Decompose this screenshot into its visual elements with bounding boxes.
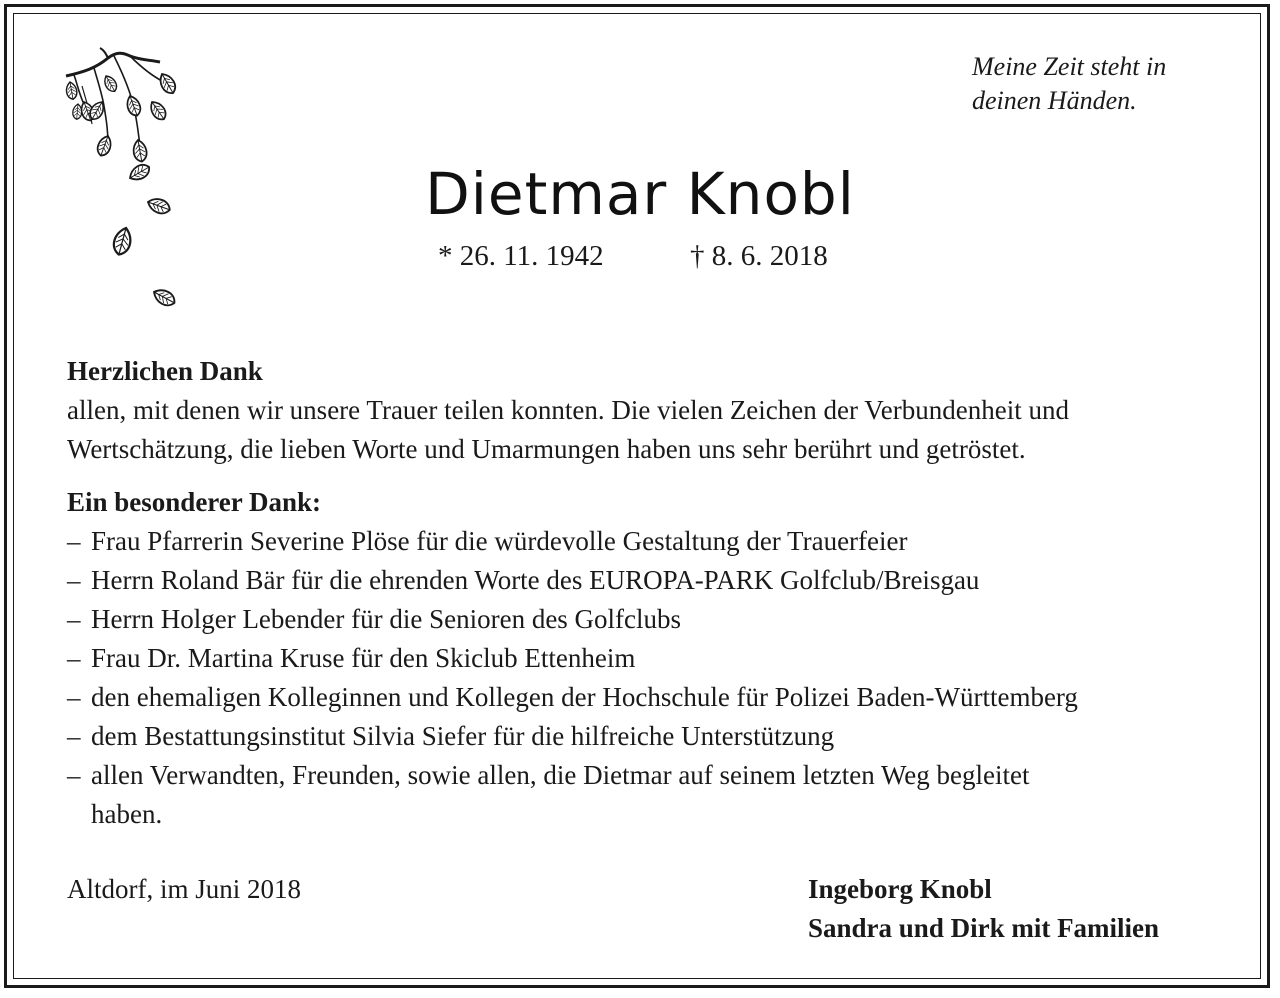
signer-2: Sandra und Dirk mit Familien [808,913,1160,943]
list-item [67,600,1227,639]
thanks-text-line-1: allen, mit denen wir unsere Trauer teilen konnten. Die vielen Zeichen der Verbundenheit und [67,395,1069,425]
dash-marker: – [67,565,81,595]
dash-marker: – [67,604,81,634]
signer-1: Ingeborg Knobl [808,874,992,904]
list-item-text: Frau Dr. Martina Kruse für den Skiclub Ettenheim [91,643,636,673]
list-item-continuation: haben. [91,799,163,829]
signatories [808,870,1159,948]
special-thanks-heading: Ein besonderer Dank: [67,487,322,517]
thanks-heading: Herzlichen Dank [67,356,263,386]
special-thanks-list [67,522,1227,834]
list-item [67,678,1227,717]
notice-body [67,352,1227,834]
dash-marker: – [67,721,81,751]
list-item [67,717,1227,756]
list-item [67,561,1227,600]
deceased-name: Dietmar Knobl [425,160,855,228]
list-item-text: Herrn Roland Bär für die ehrenden Worte des EUROPA-PARK Golfclub/Breisgau [91,565,980,595]
death-date: † 8. 6. 2018 [690,240,828,272]
birth-date: * 26. 11. 1942 [438,240,604,272]
place-and-date: Altdorf, im Juni 2018 [67,874,301,904]
list-item-text: dem Bestattungsinstitut Silvia Siefer für die hilfreiche Unterstützung [91,721,835,751]
list-item [67,756,1227,834]
list-item [67,522,1227,561]
motto-line-1: Meine Zeit steht in [972,52,1167,81]
motto-line-2: deinen Händen. [972,86,1137,115]
dash-marker: – [67,760,81,790]
dash-marker: – [67,526,81,556]
list-item-text: den ehemaligen Kolleginnen und Kollegen der Hochschule für Polizei Baden-Württemberg [91,682,1078,712]
thanks-text-line-2: Wertschätzung, die lieben Worte und Umarmungen haben uns sehr berührt und getröstet. [67,434,1026,464]
list-item-text: Frau Pfarrerin Severine Plöse für die würdevolle Gestaltung der Trauerfeier [91,526,908,556]
list-item-text: allen Verwandten, Freunden, sowie allen, die Dietmar auf seinem letzten Weg begleitet [91,760,1030,790]
list-item-text: Herrn Holger Lebender für die Senioren des Golfclubs [91,604,682,634]
motto-quote [972,50,1252,118]
dash-marker: – [67,643,81,673]
dash-marker: – [67,682,81,712]
list-item [67,639,1227,678]
